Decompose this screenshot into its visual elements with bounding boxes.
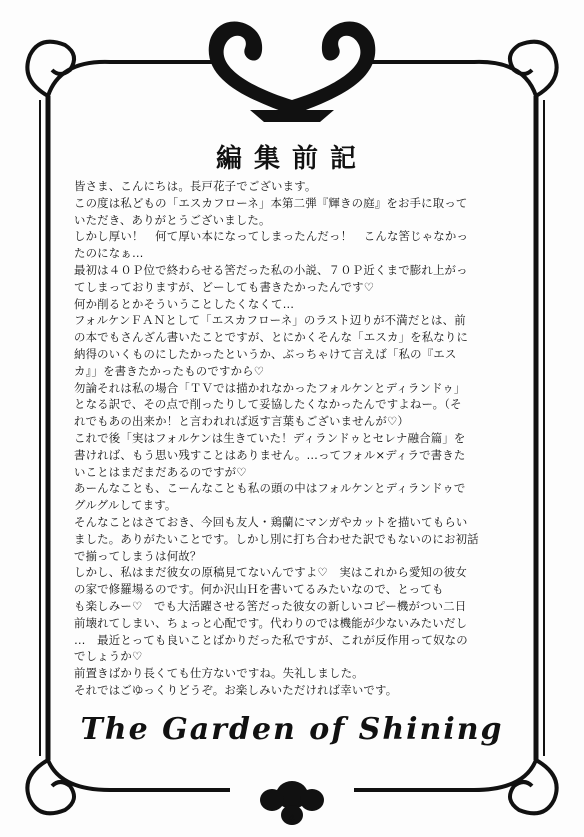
text-line: グルグルしてます。 [74,498,177,513]
text-line: これで後「実はフォルケンは生きていた！ディランドゥとセレナ融合篇」を [74,430,466,445]
text-line: 皆さま、こんにちは。長戸花子でございます。 [74,179,317,193]
footer-title: The Garden of Shining [80,712,504,747]
text-line: ました。ありがたいことです。しかし別に打ち合わせた訳でもないのにお初話 [74,531,479,546]
text-line: も楽しみー♡ でも大活躍させる筈だった彼女の新しいコピー機がつい二日 [74,598,467,613]
text-line: そんなことはさておき、今回も友人・鶏蘭にマンガやカットを描いてもらい [74,514,468,529]
text-line: たのになぁ… [74,246,144,261]
text-line: の本でもさんざん書いたことですが、とにかくそんな「エスカ」を私なりに [74,330,469,345]
text-line: しかし厚い！ 何て厚い本になってしまったんだっ！ こんな筈じゃなかっ [74,229,469,244]
text-line: で揃ってしまうは何故？ [74,548,202,563]
text-line: 前置きばかり長くても仕方ないですね。失礼しました。 [74,666,364,681]
page-title: 編集前記 [215,144,368,174]
body-text [74,178,514,699]
text-line: れでもあの出来か！と言われれば返す言葉もございませんが♡） [74,414,409,429]
text-line: それではごゆっくりどうぞ。お楽しみいただければ幸いです。 [74,682,398,697]
text-line: 何か削るとかそういうことしたくなくて… [74,296,295,311]
text-line: いことはまだまだあるのですが♡ [74,464,247,479]
text-line: あーんなことも、こーんなことも私の頭の中はフォルケンとディランドゥで [74,481,466,496]
text-line: カ』」を書きたかったものですから♡ [74,363,265,378]
text-line: … 最近とっても良いことばかりだった私ですが、これが反作用って奴なの [74,632,468,647]
text-line: フォルケンＦＡＮとして「エスカフローネ」のラスト辺りが不満だとは、前 [74,313,466,328]
text-line: 納得のいくものにしたかったというか、ぶっちゃけて言えば「私の『エス [74,346,457,361]
text-line: 前壊れてしまい、ちょっと心配です。代わりのでは機能が少ないみたいだし [74,615,468,630]
text-line: てしまっておりますが、どーしても書きたかったんです♡ [74,279,375,294]
text-line: しかし、私はまだ彼女の原稿見てないんですよ♡ 実はこれから愛知の彼女 [74,565,467,580]
page-number: 4 [288,812,296,825]
text-line: 最初は４０Ｐ位で終わらせる筈だった私の小説、７０Ｐ近くまで膨れ上がっ [74,262,468,277]
text-line: となる訳で、その点で削ったりして妥協したくなかったんですよねー。（そ [74,397,462,412]
text-line: いただき、ありがとうございました。 [74,212,271,227]
text-line: この度は私どもの「エスカフローネ」本第二弾『輝きの庭』をお手に取って [74,195,468,210]
text-line: 書ければ、もう思い残すことはありません。…ってフォル×ディラで書きた [74,447,466,462]
text-line: の家で修羅場るのです。何か沢山Ｈを書いてるみたいなので、とっても [74,582,444,597]
text-line: 勿論それは私の場合「ＴＶでは描かれなかったフォルケンとディランドゥ」 [74,380,466,395]
text-line: でしょうか♡ [74,649,143,664]
